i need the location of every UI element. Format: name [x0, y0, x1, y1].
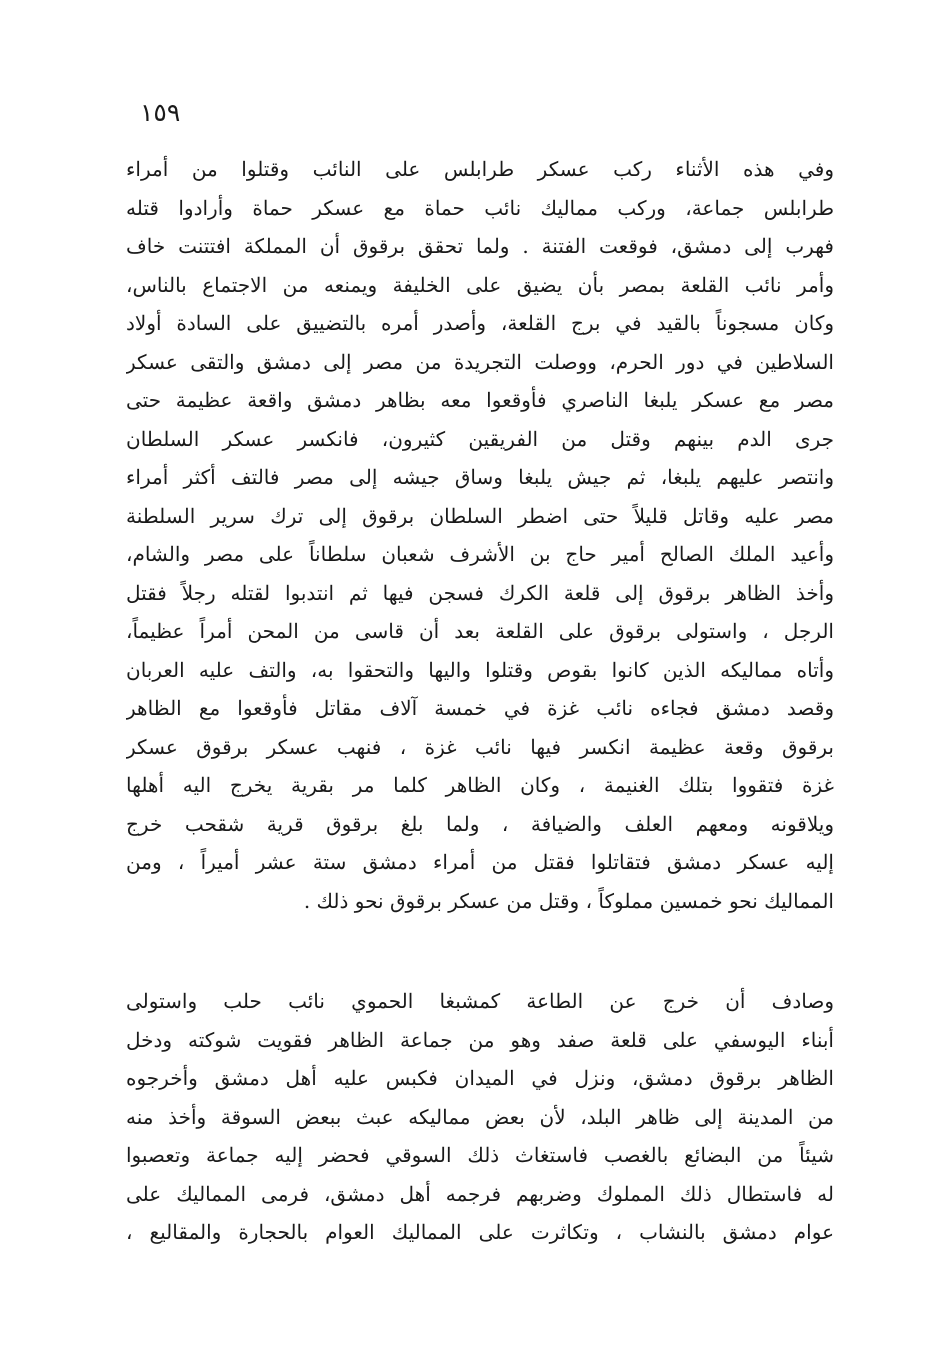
text-line: وكان مسجوناً بالقيد في برج القلعة، وأصدر أمره بالتضييق على السادة أولاد	[126, 311, 834, 335]
text-line: السلاطين في دور الحرم، ووصلت التجريدة من مصر إلى دمشق والتقى عسكر	[126, 349, 834, 374]
text-line: مصر مع عسكر يلبغا الناصري فأوقعوا معه بظاهر دمشق واقعة عظيمة حتى	[126, 388, 834, 412]
text-line: وأتاه مماليكه الذين كانوا بقوص وقتلوا واليها والتحقوا به، والتف عليه العربان	[126, 657, 834, 682]
text-line: من المدينة إلى ظاهر البلد، لأن بعض مماليكه عبث ببعض السوقة وأخذ منه	[126, 1104, 834, 1129]
text-line: برقوق وقعة عظيمة انكسر فيها نائب غزة ، فنهب عسكر برقوق عسكر	[126, 734, 834, 759]
page-number: ١٥٩	[140, 98, 181, 127]
text-line: وصادف أن خرج عن الطاعة كمشبغا الحموي نائب حلب واستولى	[126, 989, 834, 1013]
text-line: الرجل ، واستولى برقوق على القلعة بعد أن قاسى من المحن أمراً عظيماً،	[126, 619, 834, 643]
text-line: طرابلس جماعة، وركب مماليك نائب حماة مع عسكر حماة وأرادوا قتله	[126, 195, 834, 220]
text-line: أبناء اليوسفي على قلعة صفد وهو من جماعة الظاهر فقويت شوكته ودخل	[126, 1027, 834, 1052]
text-line: المماليك نحو خمسين مملوكاً ، وقتل من عسكر برقوق نحو ذلك .	[303, 888, 834, 913]
text-line: وقصد دمشق فجاءه نائب غزة في خمسة آلاف مقاتل فأوقعوا مع الظاهر	[126, 696, 834, 720]
text-line: وأعيد الملك الصالح أمير حاج بن الأشرف شعبان سلطاناً على مصر والشام،	[126, 542, 834, 566]
paragraph-1	[126, 150, 834, 920]
paragraph-2	[126, 982, 834, 1252]
text-line: الظاهر برقوق دمشق، ونزل في الميدان فكبس عليه أهل دمشق وأخرجوه	[126, 1066, 834, 1090]
text-line: عوام دمشق بالنشاب ، وتكاثرت على المماليك العوام بالحجارة والمقاليع ،	[126, 1220, 834, 1244]
text-line: شيئاً من البضائع بالغصب فاستغاث ذلك السوقي فحضر إليه جماعة وتعصبوا	[126, 1143, 834, 1167]
text-line: وأخذ الظاهر برقوق إلى قلعة الكرك فسجن فيها ثم انتدبوا لقتله رجلاً فقتل	[126, 580, 834, 605]
text-line: فهرب إلى دمشق، فوقعت الفتنة . ولما تحقق برقوق أن المملكة افتتنت خاف	[126, 234, 834, 258]
text-line: مصر عليه وقاتل قليلاً حتى اضطر السلطان برقوق إلى ترك سرير السلطنة	[126, 503, 834, 528]
text-line: جرى الدم بينهم وقتل من الفريقين كثيرون، فانكسر عسكر السلطان	[126, 426, 834, 451]
text-line: وفي هذه الأثناء ركب عسكر طرابلس على النائب وقتلوا من أمراء	[126, 157, 834, 181]
text-line: غزة فتقووا بتلك الغنيمة ، وكان الظاهر كلما مر بقرية يخرج اليه أهلها	[126, 773, 834, 797]
text-line: وأمر نائب القلعة بمصر بأن يضيق على الخليفة ويمنعه من الاجتماع بالناس،	[126, 272, 834, 297]
text-line: إليه عسكر دمشق فتقاتلوا فقتل من أمراء دمشق ستة عشر أميراً ، ومن	[126, 850, 834, 874]
text-line: ويلاقونه ومعهم العلف والضيافة ، ولما بلغ برقوق قرية شقحب خرج	[126, 811, 834, 836]
text-line: وانتصر عليهم يلبغا، ثم جيش يلبغا وساق جيشه إلى مصر فالتف أكثر أمراء	[126, 465, 834, 489]
text-line: له فاستطال ذلك المملوك وضربهم فرجمه أهل دمشق، فرمى المماليك على	[126, 1181, 834, 1206]
